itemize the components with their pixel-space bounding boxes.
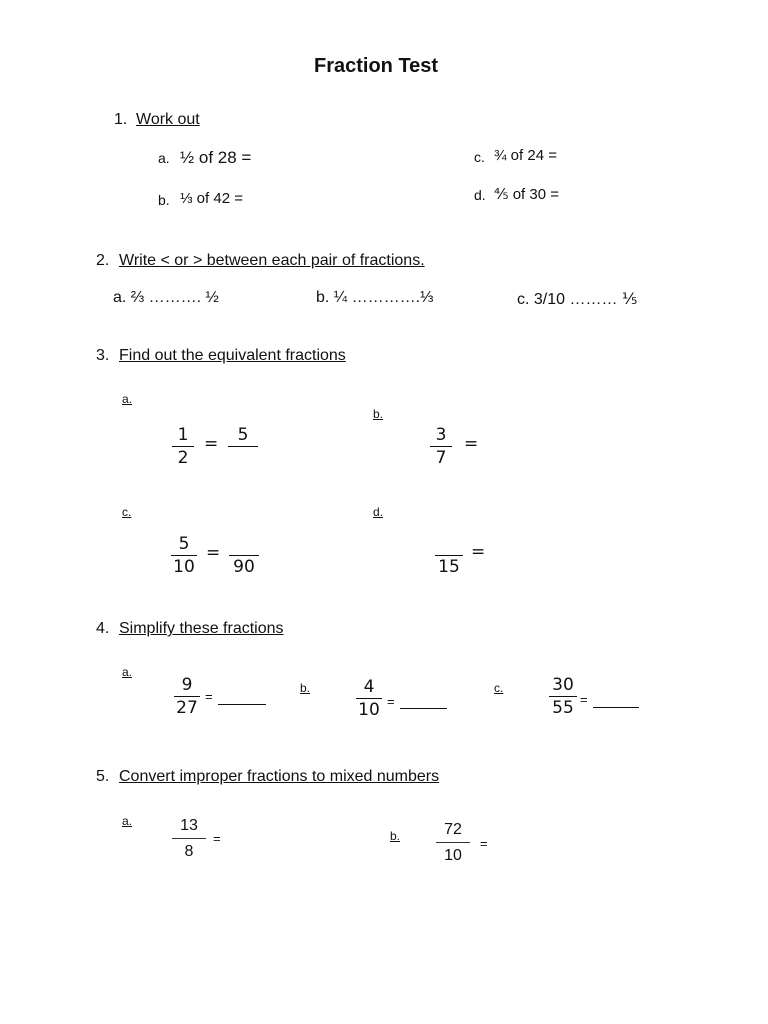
equals-sign: =: [387, 694, 395, 709]
fraction: [172, 815, 206, 862]
question-heading: Find out the equivalent fractions: [119, 347, 346, 364]
denominator: 90: [233, 557, 255, 577]
item-text: ⅓ of 42 =: [180, 190, 243, 207]
item-label: a.: [122, 665, 133, 679]
item-label: a.: [122, 392, 133, 406]
item-label: b.: [300, 681, 311, 695]
fraction-bar: [356, 698, 382, 699]
denominator: 2: [177, 448, 189, 468]
fraction-bar: [549, 696, 577, 697]
equals-sign: =: [205, 689, 213, 704]
fraction-bar: [174, 696, 200, 697]
question-number: 5.: [96, 768, 110, 785]
answer-line[interactable]: [593, 707, 639, 708]
numerator: 1: [177, 425, 189, 445]
answer-line[interactable]: [218, 704, 266, 705]
fraction: [356, 677, 382, 720]
fraction-bar: [172, 838, 206, 839]
comparison-c: c. 3/10 ……… ⅕: [517, 291, 638, 308]
denominator: 55: [552, 698, 574, 718]
fraction-bar: [172, 446, 194, 447]
denominator: 27: [176, 698, 198, 718]
numerator: 13: [180, 817, 198, 834]
question-number: 2.: [96, 252, 110, 269]
denominator: 8: [184, 843, 194, 860]
item-label: d.: [373, 505, 384, 519]
equals-sign: =: [471, 542, 486, 562]
fraction: [549, 675, 577, 718]
equals-sign: =: [580, 692, 588, 707]
answer-fraction: [228, 425, 258, 468]
denominator: 15: [438, 557, 460, 577]
numerator: 3: [435, 425, 447, 445]
equals-sign: =: [464, 434, 479, 454]
denominator: 7: [435, 448, 447, 468]
fraction: [435, 534, 463, 577]
equals-sign: =: [480, 836, 488, 851]
item-label: c.: [122, 505, 132, 519]
item-label: c.: [474, 149, 485, 165]
fraction-bar: [171, 555, 197, 556]
answer-fraction: [229, 534, 259, 577]
numerator: 30: [552, 675, 574, 695]
numerator: 9: [181, 675, 193, 695]
equals-sign: =: [213, 831, 221, 846]
equals-sign: =: [206, 543, 221, 563]
item-label: b.: [158, 192, 170, 208]
numerator: 72: [444, 821, 462, 838]
question-heading: Work out: [136, 111, 200, 128]
item-label: b.: [373, 407, 384, 421]
page-title: Fraction Test: [314, 55, 439, 77]
equals-sign: =: [204, 434, 219, 454]
question-number: 4.: [96, 620, 110, 637]
item-label: d.: [474, 187, 486, 203]
fraction-bar: [228, 446, 258, 447]
item-label: a.: [122, 814, 133, 828]
question-number: 1.: [114, 111, 128, 128]
question-heading: Convert improper fractions to mixed numbers: [119, 768, 440, 785]
question-heading: Simplify these fractions: [119, 620, 284, 637]
comparison-a: a. ⅔ ………. ½: [113, 289, 219, 306]
denominator: 10: [358, 700, 380, 720]
question-heading: Write < or > between each pair of fractions.: [119, 252, 425, 269]
numerator: 4: [363, 677, 375, 697]
item-text: ⅘ of 30 =: [494, 186, 559, 203]
item-label: a.: [158, 150, 170, 166]
numerator: 5: [178, 534, 190, 554]
item-text: ¾ of 24 =: [494, 147, 557, 164]
fraction: [430, 425, 452, 468]
comparison-b: b. ¼ ………….⅓: [316, 289, 434, 306]
denominator: 10: [444, 847, 462, 864]
fraction-bar: [229, 555, 259, 556]
fraction-bar: [430, 446, 452, 447]
fraction: [174, 675, 200, 718]
fraction: [172, 425, 194, 468]
denominator: 10: [173, 557, 195, 577]
item-label: c.: [494, 681, 504, 695]
item-label: b.: [390, 829, 401, 843]
item-text: ½ of 28 =: [180, 148, 252, 167]
fraction: [171, 534, 197, 577]
answer-line[interactable]: [400, 708, 447, 709]
question-number: 3.: [96, 347, 110, 364]
fraction-bar: [436, 842, 470, 843]
fraction: [436, 819, 470, 866]
fraction-bar: [435, 555, 463, 556]
numerator: 5: [237, 425, 249, 445]
